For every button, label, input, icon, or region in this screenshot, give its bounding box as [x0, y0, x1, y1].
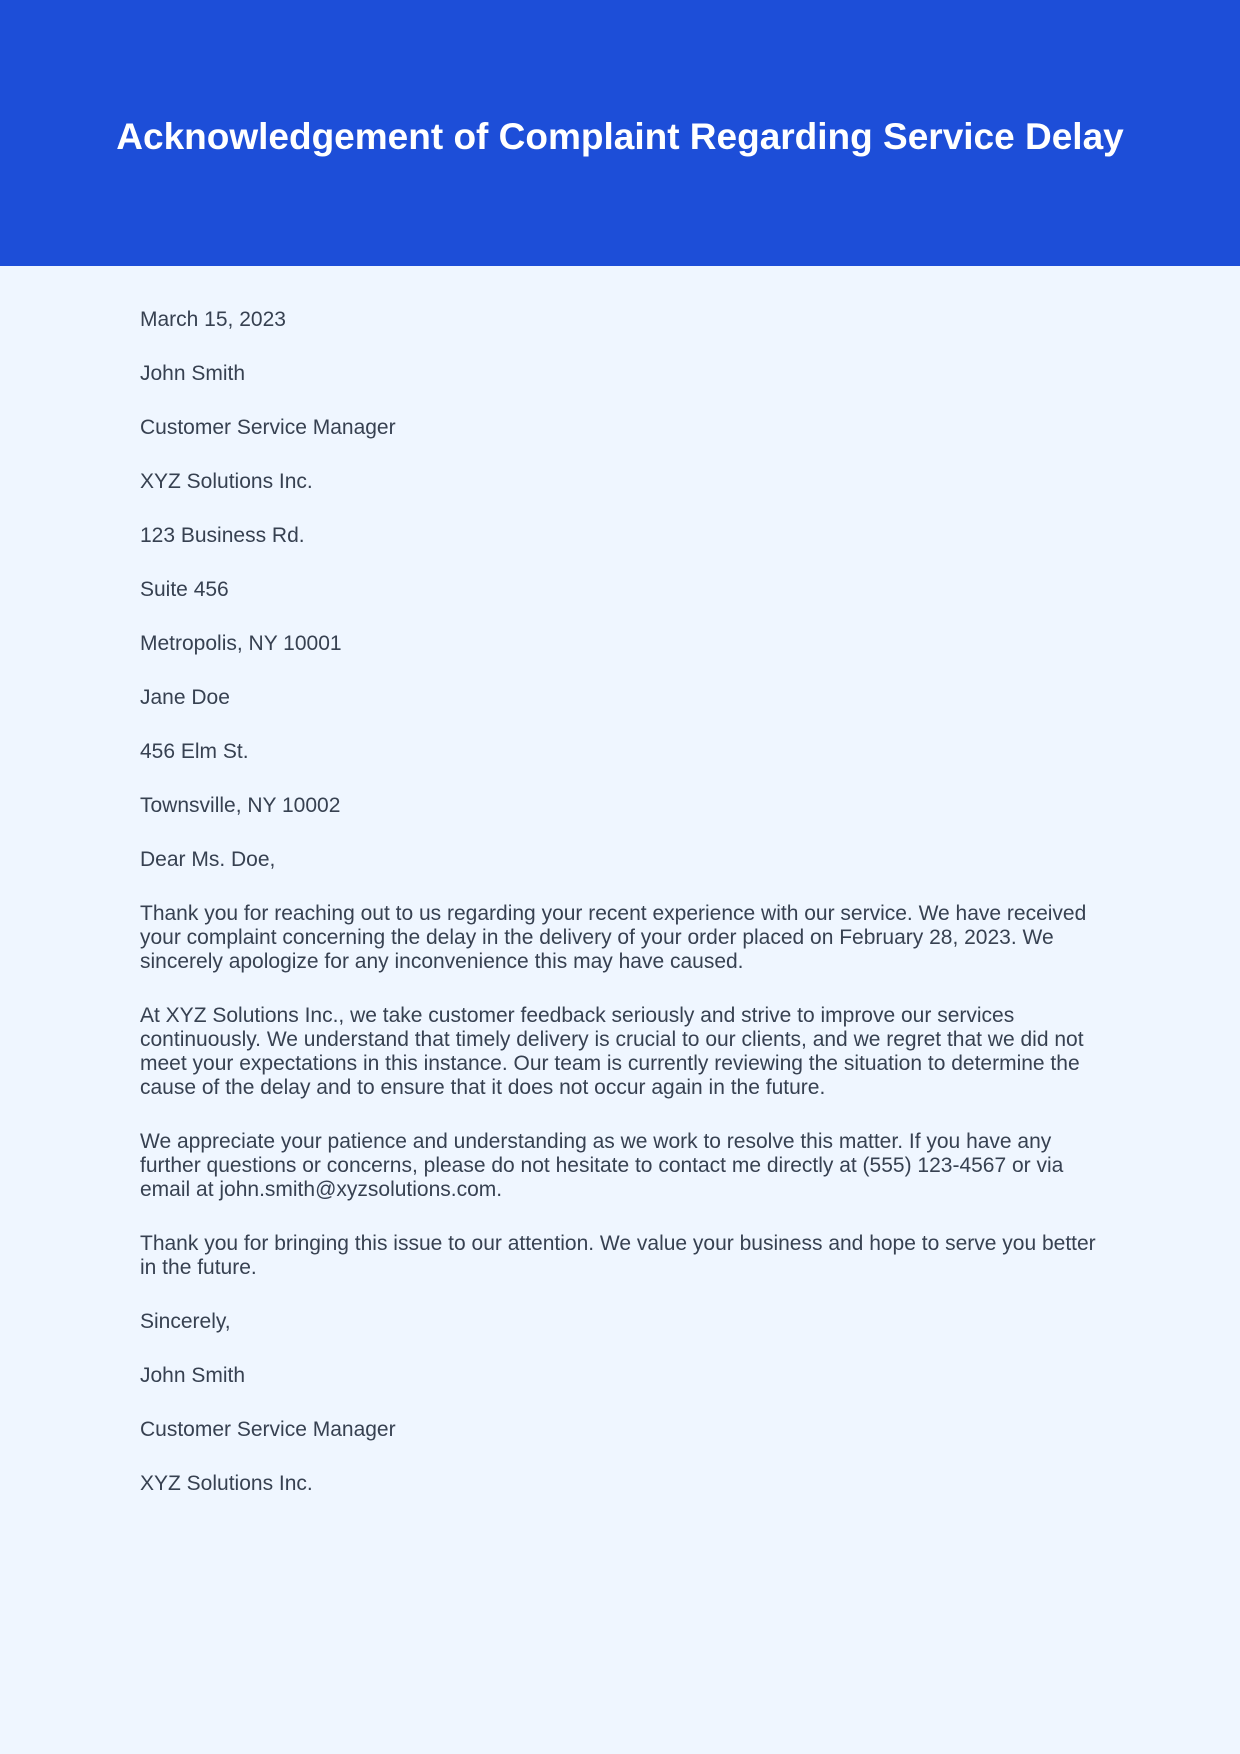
salutation: Dear Ms. Doe, [140, 848, 276, 871]
body-paragraph-1: Thank you for reaching out to us regarding your recent experience with our service. We have received your complaint concerning the delay in the delivery of your order placed on February 28, 2023. We sincerely apologize for any inconvenience this may have caused. [140, 902, 1087, 973]
letter-date: March 15, 2023 [140, 308, 286, 331]
closing: Sincerely, [140, 1310, 231, 1333]
recipient-address-line1: 456 Elm St. [140, 740, 249, 763]
signature-name: John Smith [140, 1364, 246, 1387]
recipient-name: Jane Doe [140, 686, 230, 709]
sender-city-state-zip: Metropolis, NY 10001 [140, 632, 342, 655]
letter-body [0, 266, 1240, 1496]
sender-address-line1: 123 Business Rd. [140, 524, 305, 547]
signature-title: Customer Service Manager [140, 1418, 396, 1441]
recipient-city-state-zip: Townsville, NY 10002 [140, 794, 341, 817]
letter-header [0, 0, 1240, 266]
body-paragraph-3: We appreciate your patience and understanding as we work to resolve this matter. If you have any further questions or concerns, please do not hesitate to contact me directly at (555) 123-4567 or via email at john.smith@xyzsolutions.com. [140, 1130, 1064, 1201]
sender-name: John Smith [140, 362, 246, 385]
signature-company: XYZ Solutions Inc. [140, 1472, 313, 1495]
sender-address-line2: Suite 456 [140, 578, 229, 601]
page-title: Acknowledgement of Complaint Regarding Service Delay [116, 116, 1124, 157]
sender-title: Customer Service Manager [140, 416, 396, 439]
sender-company: XYZ Solutions Inc. [140, 470, 313, 493]
body-paragraph-4: Thank you for bringing this issue to our attention. We value your business and hope to serve you better in the future. [140, 1232, 1096, 1279]
body-paragraph-2: At XYZ Solutions Inc., we take customer feedback seriously and strive to improve our services continuously. We understand that timely delivery is crucial to our clients, and we regret that we did not meet your expectations in this instance. Our team is currently reviewing the situation to determine the cause of the delay and to ensure that it does not occur again in the future. [140, 1004, 1084, 1099]
